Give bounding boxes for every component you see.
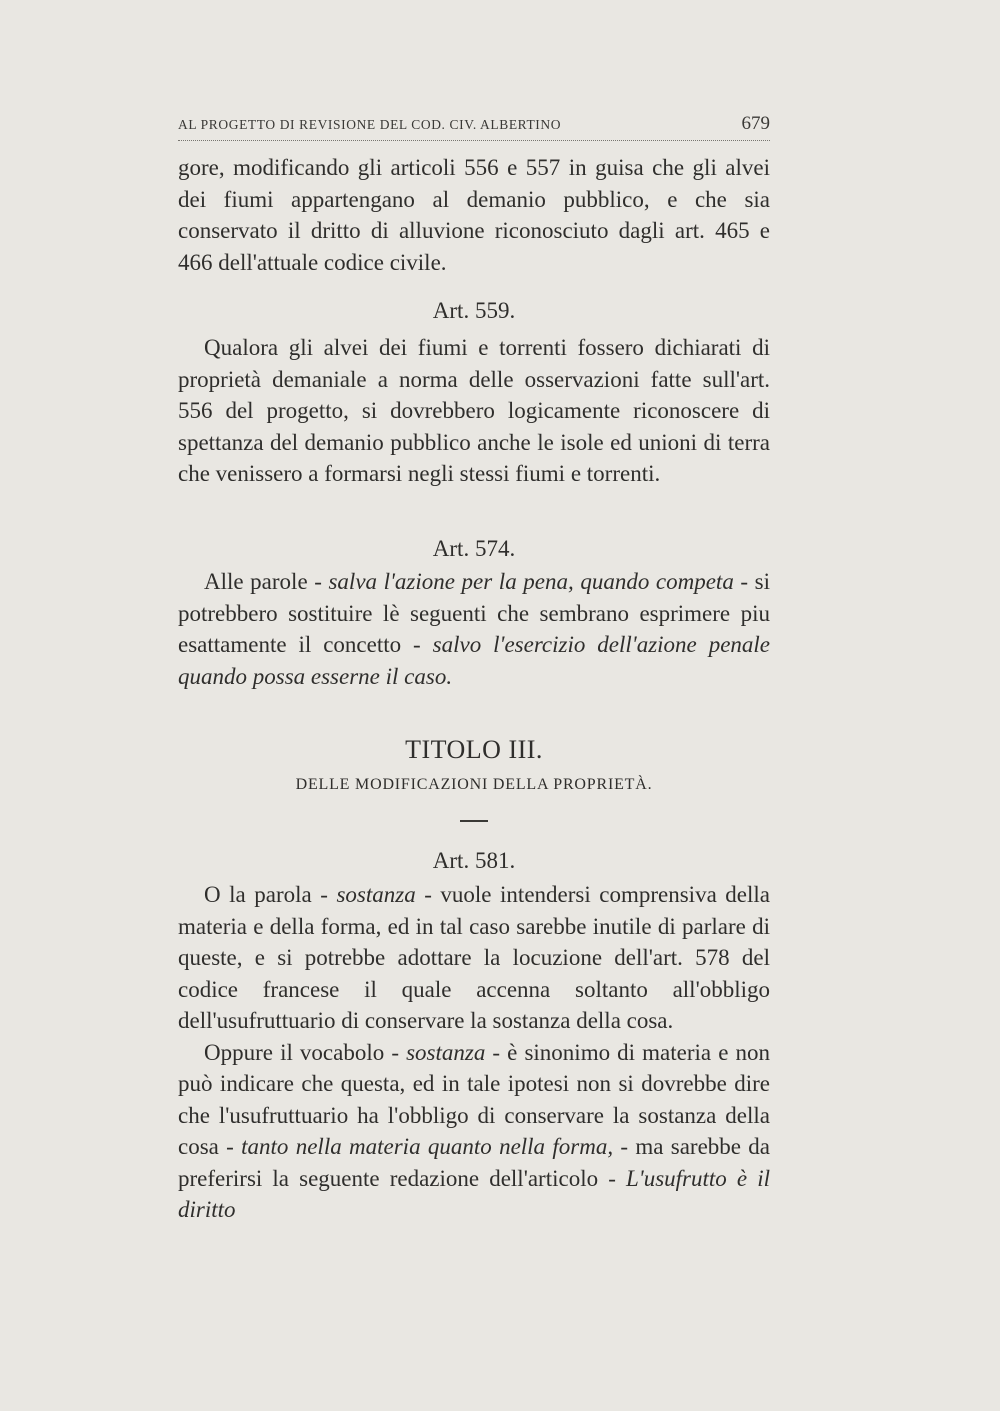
text-run: - vuole intendersi comprensiva della materia e della forma, ed in tal caso sarebbe inutile di parlare di queste, e si potrebbe adottare la locuzione dell'art. 578 del codice francese il quale accenna soltanto all'obbligo dell'usufruttuario di conservare la sostanza della cosa. (178, 882, 771, 1033)
italic-run: salvo l'esercizio dell'azione penale quando possa esserne il caso. (178, 632, 770, 689)
paragraph-text (178, 879, 770, 1037)
paragraph-text (178, 566, 770, 692)
header-rule (178, 140, 770, 141)
section-subtitle: DELLE MODIFICAZIONI DELLA PROPRIETÀ. (295, 776, 653, 793)
italic-run: sostanza (406, 1039, 486, 1065)
paragraph-text (178, 1037, 770, 1226)
italic-run: sostanza (336, 882, 416, 907)
paragraph-text: gore, modificando gli articoli 556 e 557 in guisa che gli alvei dei fiumi appartengano al demanio pubblico, e che sia conservato il dritto di alluvione riconosciuto dagli art. 465 e 466 dell'attuale codice civile. (178, 155, 770, 275)
italic-run: L'usufrutto è il diritto (178, 1165, 770, 1222)
text-run: - ma sarebbe da preferirsi la seguente redazione dell'articolo - (178, 1134, 771, 1191)
continuation-paragraph (178, 152, 770, 278)
article-581-body (178, 879, 770, 1226)
article-559-body (178, 332, 770, 490)
italic-run: tanto nella materia quanto nella forma, (241, 1134, 614, 1159)
paragraph-text: Qualora gli alvei dei fiumi e torrenti fossero dichiarati di proprietà demaniale a norma delle osservazioni fatte sull'art. 556 del progetto, si dovrebbero logicamente riconoscere di spettanza del demanio pubblico anche le isole ed unioni di terra che venissero a formarsi negli stessi fiumi e torrenti. (178, 335, 770, 486)
article-heading: Art. 559. (432, 298, 516, 323)
page-number: 679 (741, 113, 770, 134)
article-heading: Art. 574. (432, 536, 516, 561)
page-header (178, 113, 770, 135)
article-574-body (178, 566, 770, 692)
running-title: AL PROGETTO DI REVISIONE DEL COD. CIV. ALBERTINO (178, 117, 562, 132)
separator-dash (460, 820, 488, 822)
text-run: Oppure il vocabolo - (204, 1039, 407, 1065)
italic-run: salva l'azione per la pena, quando competa (328, 569, 734, 594)
section-title: TITOLO III. (405, 735, 543, 764)
text-run: Alle parole - (204, 569, 329, 594)
text-run: O la parola - (204, 882, 337, 907)
text-run: - è sinonimo di materia e non può indicare che questa, ed in tale ipotesi non si dovrebbe dire che l'usufruttuario ha l'obbligo di conservare la sostanza della cosa - (178, 1039, 770, 1159)
article-heading: Art. 581. (432, 848, 516, 873)
text-run: - si potrebbero sostituire lè seguenti che sembrano esprimere piu esattamente il concetto - (178, 569, 770, 657)
